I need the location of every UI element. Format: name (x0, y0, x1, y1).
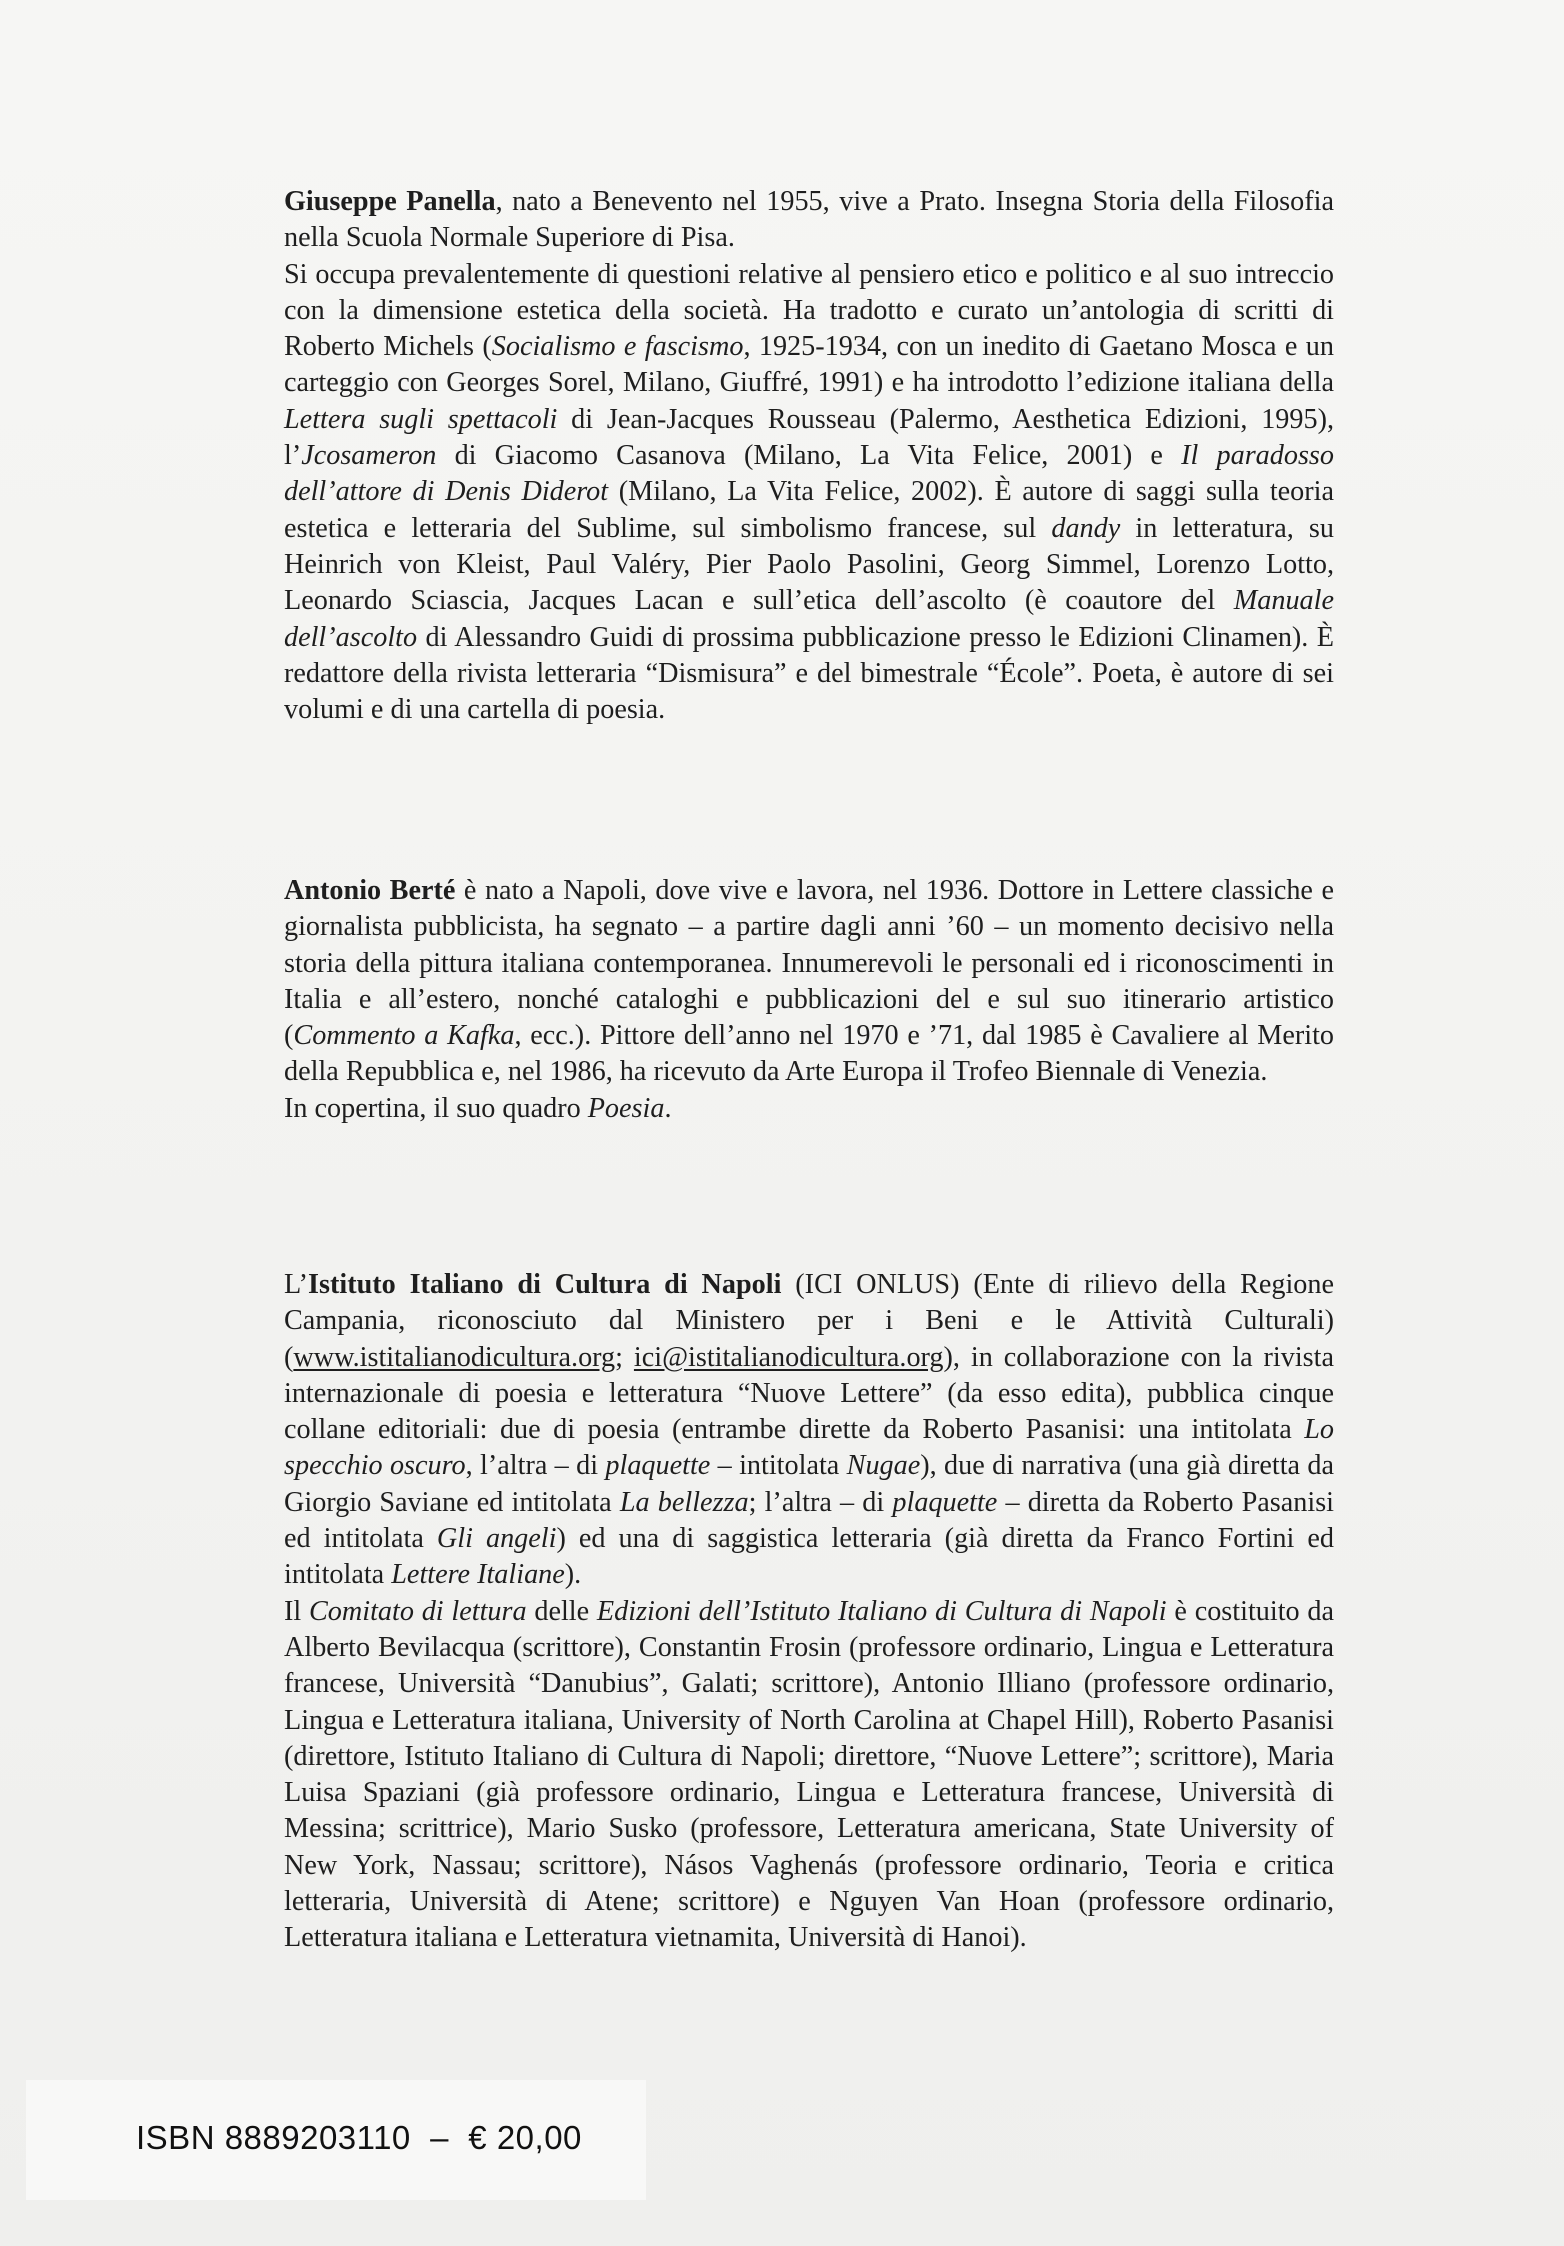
italic-term: plaquette (605, 1450, 711, 1482)
istituto-text: ; (615, 1341, 634, 1373)
panella-para-1 (284, 184, 1334, 257)
istituto-text: (ICI ONLUS) (Ente di rilievo della Regione Campania, riconosciuto dal Ministero per i Beni e le Attività Culturali) ( (284, 1269, 1335, 1373)
author-bio-berte (284, 873, 1334, 1127)
author-name-panella: Giuseppe Panella (284, 186, 496, 217)
panella-text: in letteratura, su Heinrich von Kleist, Paul Valéry, Pier Paolo Pasolini, Georg Simmel, Lorenzo Lotto, Leonardo Sciascia, Jacques Lacan e sull’etica dell’ascolto (è coautore del (284, 512, 1334, 617)
panella-para-2 (284, 257, 1334, 729)
berte-para-1 (284, 873, 1334, 1091)
istituto-text: ), in collaborazione con la rivista internazionale di poesia e letteratura “Nuove Lettere” (da esso edita), pubblica cinque collane editoriali: due di poesia (entrambe dirette da Roberto Pasanisi: una intitolata (284, 1341, 1334, 1446)
artwork-title: Poesia (587, 1092, 665, 1124)
book-title: Il paradosso dell’attore di Denis Diderot (284, 440, 1334, 508)
berte-text: è nato a Napoli, dove vive e lavora, nel 1936. Dottore in Lettere classiche e giornalista pubblicista, ha segnato – a partire dagli anni ’60 – un momento decisivo nella storia della pittura italiana contemporanea. Innumerevoli le personali ed i riconoscimenti in Italia e all’estero, nonché cataloghi e pubblicazioni del e sul suo itinerario artistico ( (284, 875, 1334, 1052)
italic-term: dandy (1051, 512, 1121, 544)
series-title: La bellezza (619, 1486, 749, 1518)
panella-text: di Jean-Jacques Rousseau (Palermo, Aesthetica Edizioni, 1995), l’ (284, 403, 1335, 472)
berte-para-2 (284, 1091, 1334, 1127)
istituto-para-1 (284, 1267, 1334, 1594)
isbn-price: ISBN 8889203110 – € 20,00 (136, 2119, 582, 2156)
institute-name: Istituto Italiano di Cultura di Napoli (308, 1269, 782, 1300)
book-title: Manuale dell’ascolto (284, 585, 1334, 653)
website-link[interactable]: www.istitalianodicultura.org (293, 1341, 616, 1373)
panella-text: di Giacomo Casanova (Milano, La Vita Felice, 2001) e (436, 440, 1182, 472)
istituto-text: è costituito da Alberto Bevilacqua (scrittore), Constantin Frosin (professore ordinario, Lingua e Letteratura francese, Università “Danubius”, Galati; scrittore), Antonio Illiano (professore ordinario, Lingua e Letteratura italiana, University of North Carolina at Chapel Hill), Roberto Pasanisi (direttore, Istituto Italiano di Cultura di Napoli; direttore, “Nuove Lettere”; scrittore), Maria Luisa Spaziani (già professore ordinario, Lingua e Letteratura francese, Università di Messina; scrittrice), Mario Susko (professore, Letteratura americana, State University of New York, Nassau; scrittore), Násos Vaghenás (professore ordinario, Teoria e critica letteraria, Università di Atene; scrittore) e Nguyen Van Hoan (professore ordinario, Letteratura italiana e Letteratura vietnamita, Università di Hanoi). (284, 1595, 1335, 1954)
panella-text: , nato a Benevento nel 1955, vive a Prato. Insegna Storia della Filosofia nella Scuola Normale Superiore di Pisa. (284, 186, 1334, 254)
istituto-text: ; l’altra – di (748, 1486, 893, 1518)
italic-term: Edizioni dell’Istituto Italiano di Cultura di Napoli (596, 1595, 1167, 1627)
panella-text: , 1925-1934, con un inedito di Gaetano Mosca e un carteggio con Georges Sorel, Milano, Giuffré, 1991) e ha introdotto l’edizione italiana della (284, 331, 1334, 399)
author-bio-panella (284, 184, 1334, 728)
italic-term: plaquette (892, 1486, 998, 1518)
istituto-text: ), due di narrativa (una già diretta da Giorgio Saviane ed intitolata (284, 1450, 1335, 1518)
email-link[interactable]: ici@istitalianodicultura.org (633, 1341, 944, 1373)
panella-text: di Alessandro Guidi di prossima pubblicazione presso le Edizioni Clinamen). È redattore della rivista letteraria “Dismisura” e del bimestrale “École”. Poeta, è autore di sei volumi e di una cartella di poesia. (284, 621, 1334, 726)
istituto-para-2 (284, 1594, 1334, 1957)
artwork-title: Commento a Kafka (293, 1020, 515, 1052)
istituto-text: – diretta da Roberto Pasanisi ed intitolata (284, 1486, 1334, 1555)
istituto-text: Il (284, 1595, 309, 1627)
series-title: Lettere Italiane (391, 1559, 565, 1591)
istituto-text: – intitolata (710, 1450, 847, 1482)
series-title: Gli angeli (436, 1523, 557, 1555)
book-title: Lettera sugli spettacoli (284, 403, 558, 435)
series-title: Nugae (846, 1450, 921, 1482)
series-title: Lo specchio oscuro (284, 1414, 1334, 1482)
publisher-info (284, 1267, 1334, 1957)
panella-text: Si occupa prevalentemente di questioni relative al pensiero etico e politico e al suo intreccio con la dimensione estetica della società. Ha tradotto e curato un’antologia di scritti di Roberto Michels ( (284, 258, 1334, 363)
panella-text: (Milano, La Vita Felice, 2002). È autore di saggi sulla teoria estetica e letteraria del Sublime, sul simbolismo francese, sul (284, 476, 1335, 544)
berte-text: In copertina, il suo quadro (284, 1092, 588, 1124)
istituto-text: delle (526, 1595, 597, 1627)
berte-text: . (664, 1092, 672, 1124)
author-name-berte: Antonio Berté (284, 875, 456, 906)
book-title: Jcosameron (301, 440, 437, 472)
berte-text: , ecc.). Pittore dell’anno nel 1970 e ’71, dal 1985 è Cavaliere al Merito della Repubblica e, nel 1986, ha ricevuto da Arte Europa il Trofeo Biennale di Venezia. (284, 1020, 1335, 1088)
istituto-text: ). (564, 1559, 582, 1591)
italic-term: Comitato di lettura (309, 1595, 527, 1627)
book-title: Socialismo e fascismo (491, 331, 744, 363)
istituto-text: ) ed una di saggistica letteraria (già diretta da Franco Fortini ed intitolata (284, 1523, 1334, 1591)
istituto-text: , l’altra – di (465, 1450, 606, 1482)
istituto-text: L’ (284, 1269, 309, 1300)
